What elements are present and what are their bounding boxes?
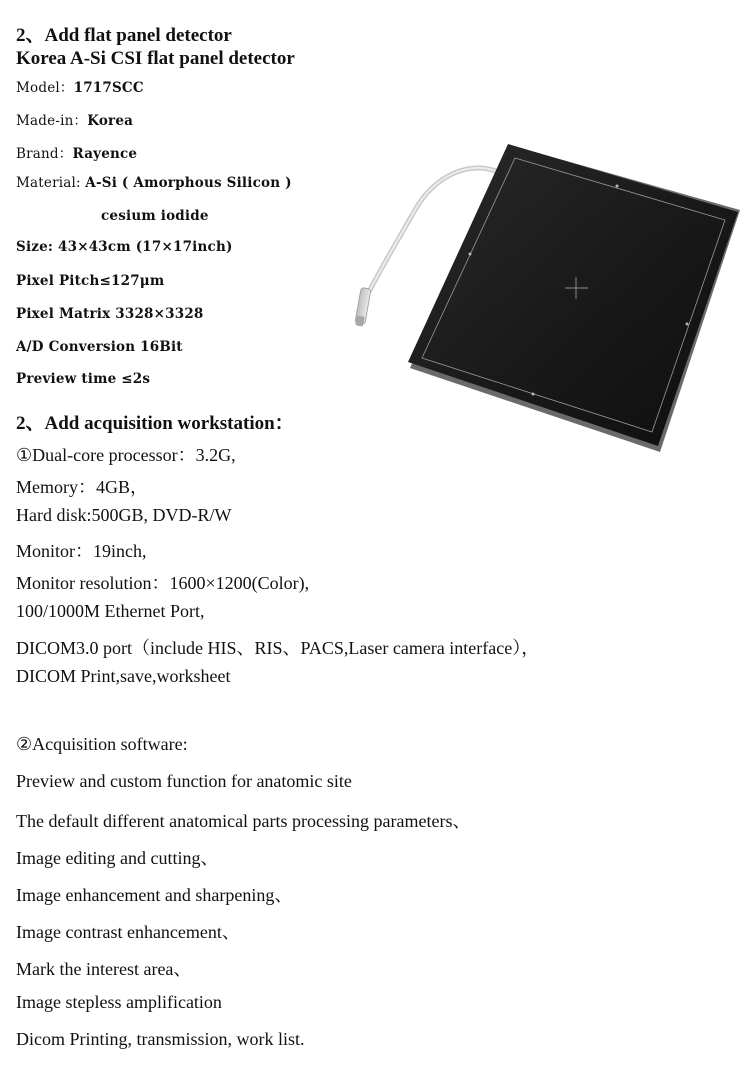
workstation-item-memory: Memory：4GB，: [16, 477, 148, 497]
panel-detector-heading: 2、Add flat panel detector: [16, 25, 232, 46]
spec-value: A/D Conversion 16Bit: [16, 339, 183, 355]
spec-preview-time: [16, 371, 150, 387]
spec-pixel-matrix: [16, 306, 204, 322]
software-item-printing: Dicom Printing, transmission, work list.: [16, 1029, 305, 1049]
spec-label: Material:: [16, 175, 86, 191]
software-item-default-params: The default different anatomical parts processing parameters、: [16, 811, 471, 831]
software-item-amplification: Image stepless amplification: [16, 992, 222, 1012]
spec-value: A-Si ( Amorphous Silicon ): [85, 175, 292, 191]
flat-panel-detector-image: [340, 140, 745, 460]
workstation-item-ethernet: 100/1000M Ethernet Port,: [16, 601, 205, 621]
spec-value: Pixel Pitch≤127μm: [16, 273, 165, 289]
software-heading: ②Acquisition software:: [16, 734, 188, 754]
spec-value: 1717SCC: [73, 80, 144, 96]
software-item-enhancement: Image enhancement and sharpening、: [16, 885, 293, 905]
spec-value: Korea: [87, 113, 134, 129]
spec-value: Rayence: [72, 146, 138, 162]
spec-value: cesium iodide: [101, 208, 209, 224]
software-item-interest-area: Mark the interest area、: [16, 959, 192, 979]
panel-detector-subtitle: Korea A-Si CSI flat panel detector: [16, 48, 295, 69]
spec-pixel-pitch: [16, 273, 164, 289]
spec-model: [16, 76, 144, 96]
spec-label: Model：: [16, 80, 74, 96]
workstation-heading: 2、Add acquisition workstation：: [16, 413, 294, 434]
workstation-item-processor: ①Dual-core processor：3.2G,: [16, 445, 236, 465]
spec-value: Size: 43×43cm (17×17inch): [16, 239, 233, 255]
software-item-editing: Image editing and cutting、: [16, 848, 219, 868]
workstation-item-dicom-port: DICOM3.0 port（include HIS、RIS、PACS,Laser camera interface），: [16, 638, 540, 658]
spec-material: [16, 175, 292, 191]
spec-label: Brand：: [16, 146, 73, 162]
spec-value: Preview time ≤2s: [16, 371, 151, 387]
spec-brand: [16, 142, 137, 162]
workstation-item-dicom-print: DICOM Print,save,worksheet: [16, 666, 231, 686]
software-item-preview: Preview and custom function for anatomic site: [16, 771, 352, 791]
workstation-item-monitor: Monitor：19inch,: [16, 541, 147, 561]
workstation-item-hard-disk: Hard disk:500GB, DVD-R/W: [16, 505, 232, 525]
spec-material-cont: [101, 208, 209, 224]
workstation-item-resolution: Monitor resolution：1600×1200(Color),: [16, 573, 310, 593]
spec-value: Pixel Matrix 3328×3328: [16, 306, 204, 322]
spec-ad-conversion: [16, 339, 183, 355]
spec-label: Made-in：: [16, 113, 88, 129]
software-item-contrast: Image contrast enhancement、: [16, 922, 240, 942]
spec-size: [16, 239, 233, 255]
spec-made-in: [16, 109, 133, 129]
